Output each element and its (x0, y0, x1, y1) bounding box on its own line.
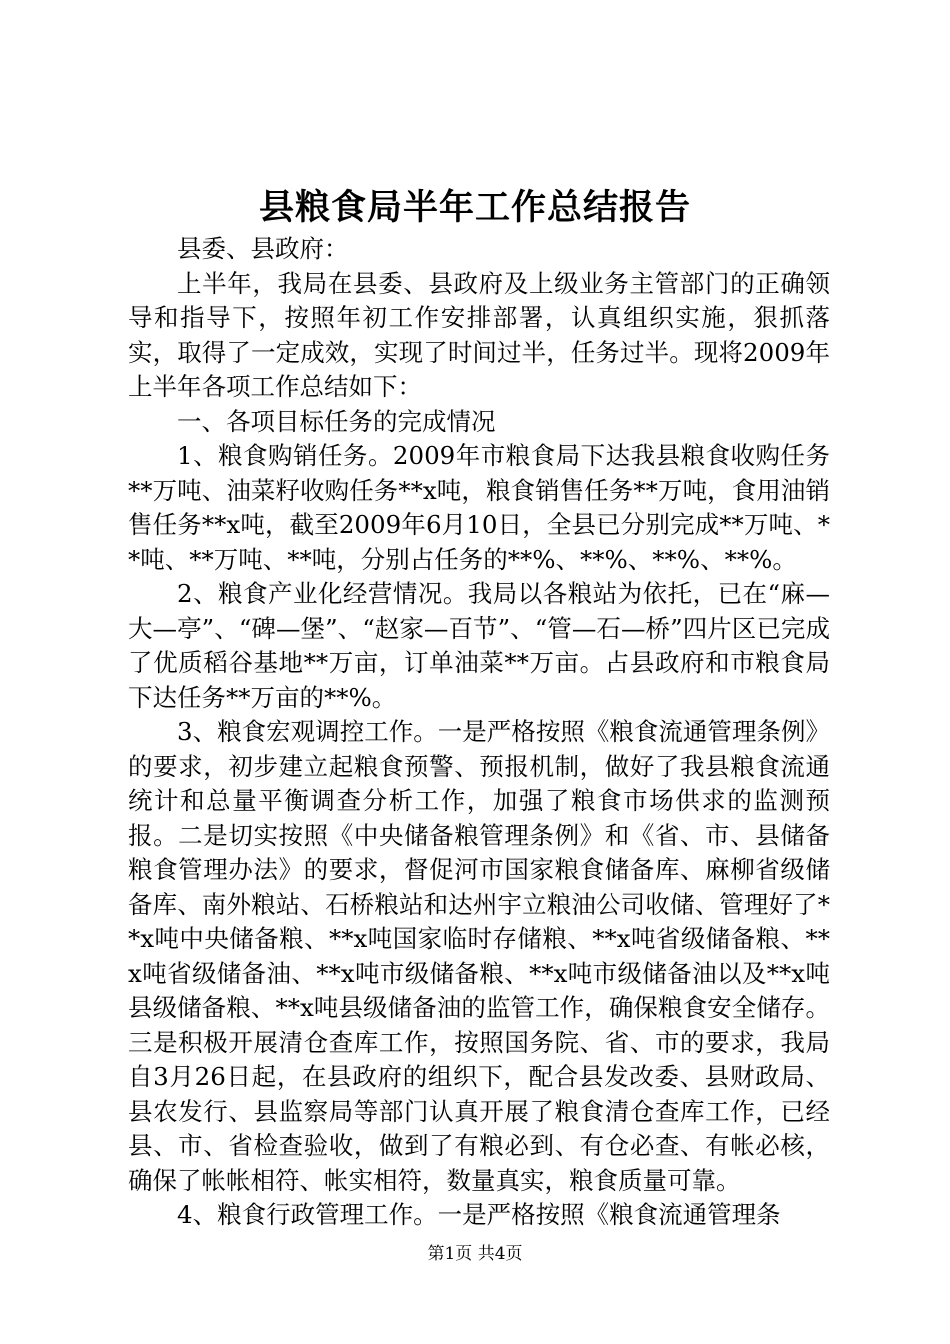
section-heading: 一、各项目标任务的完成情况 (177, 406, 496, 436)
item-paragraph-4: 4、粮食行政管理工作。一是严格按照《粮食流通管理条 (177, 1200, 781, 1229)
document-body (128, 232, 830, 1233)
item-paragraph-3: 3、粮食宏观调控工作。一是严格按照《粮食流通管理条例》的要求，初步建立起粮食预警、预报机制，做好了我县粮食流通统计和总量平衡调查分析工作，加强了粮食市场供求的监测预报。二是切实按照《中央储备粮管理条例》和《省、市、县储备粮食管理办法》的要求，督促河市国家粮食储备库、麻柳省级储备库、南外粮站、石桥粮站和达州宇立粮油公司收储、管理好了**x吨中央储备粮、**x吨国家临时存储粮、**x吨省级储备粮、**x吨省级储备油、**x吨市级储备粮、**x吨市级储备油以及**x吨县级储备粮、**x吨县级储备油的监管工作，确保粮食安全储存。三是积极开展清仓查库工作，按照国务院、省、市的要求，我局自3月26日起，在县政府的组织下，配合县发改委、县财政局、县农发行、县监察局等部门认真开展了粮食清仓查库工作，已经县、市、省检查验收，做到了有粮必到、有仓必查、有帐必核，确保了帐帐相符、帐实相符，数量真实，粮食质量可靠。 (128, 717, 830, 1195)
intro-paragraph: 上半年，我局在县委、县政府及上级业务主管部门的正确领导和指导下，按照年初工作安排部署，认真组织实施，狠抓落实，取得了一定成效，实现了时间过半，任务过半。现将2009年上半年各项工作总结如下： (128, 268, 830, 401)
salutation-paragraph: 县委、县政府： (177, 234, 349, 263)
page-footer: 第1页 共4页 (427, 1244, 523, 1264)
item-paragraph-2: 2、粮食产业化经营情况。我局以各粮站为依托，已在“麻—大—亭”、“碑—堡”、“赵家—百节”、“管—石—桥”四片区已完成了优质稻谷基地**万亩，订单油菜**万亩。占县政府和市粮食局下达任务**万亩的**%。 (128, 579, 830, 712)
item-paragraph-1: 1、粮食购销任务。2009年市粮食局下达我县粮食收购任务**万吨、油菜籽收购任务**x吨，粮食销售任务**万吨，食用油销售任务**x吨，截至2009年6月10日，全县已分别完成**万吨、**吨、**万吨、**吨，分别占任务的**%、**%、**%、**%。 (128, 441, 830, 574)
document-title: 县粮食局半年工作总结报告 (258, 187, 691, 228)
